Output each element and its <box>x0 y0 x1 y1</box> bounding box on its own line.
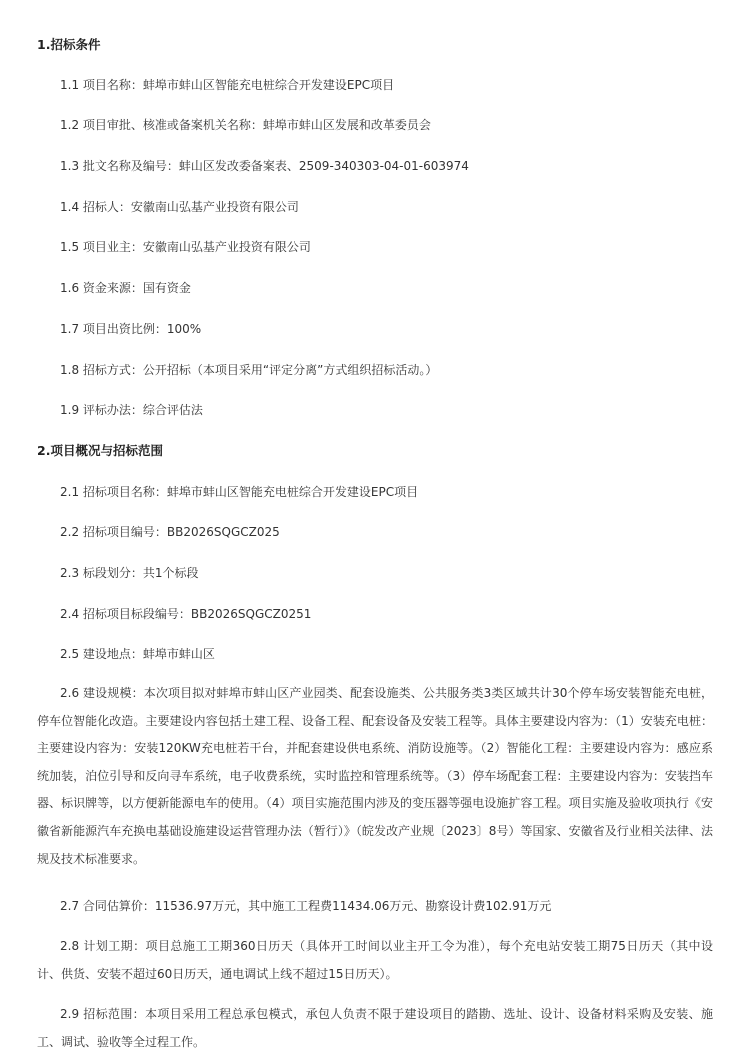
paragraph-2-7-contract-estimate: 2.7 合同估算价：11536.97万元，其中施工工程费11434.06万元、勘察设计费102.91万元 <box>60 899 552 913</box>
section-heading-project-overview: 2.项目概况与招标范围 <box>37 443 163 458</box>
item-2-5-construction-site: 2.5 建设地点：蚌埠市蚌山区 <box>60 647 215 661</box>
item-1-6-funding-source: 1.6 资金来源：国有资金 <box>60 281 191 295</box>
paragraph-2-9-tender-scope: 2.9 招标范围：本项目采用工程总承包模式，承包人负责不限于建设项目的踏勘、选址、设计、设备材料采购及安装、施工、调试、验收等全过程工作。 <box>37 1007 713 1049</box>
item-1-7-funding-ratio: 1.7 项目出资比例：100% <box>60 322 202 336</box>
item-2-1-tender-project-name: 2.1 招标项目名称：蚌埠市蚌山区智能充电桩综合开发建设EPC项目 <box>60 485 419 499</box>
item-1-4-tenderer: 1.4 招标人：安徽南山弘基产业投资有限公司 <box>60 200 299 214</box>
item-2-4-lot-number: 2.4 招标项目标段编号：BB2026SQGCZ0251 <box>60 607 312 621</box>
section-heading-tender-conditions: 1.招标条件 <box>37 37 101 52</box>
item-2-2-tender-project-number: 2.2 招标项目编号：BB2026SQGCZ025 <box>60 525 280 539</box>
item-2-3-lot-division: 2.3 标段划分：共1个标段 <box>60 566 199 580</box>
paragraph-2-8-planned-duration: 2.8 计划工期：项目总施工工期360日历天（具体开工时间以业主开工令为准），每个充电站安装工期75日历天（其中设计、供货、安装不超过60日历天，通电调试上线不超过15日历天）。 <box>37 939 713 981</box>
paragraph-2-6-construction-scale: 2.6 建设规模：本次项目拟对蚌埠市蚌山区产业园类、配套设施类、公共服务类3类区域共计30个停车场安装智能充电桩，停车位智能化改造。主要建设内容包括土建工程、设备工程、配套设备及安装工程等。具体主要建设内容为：（1）安装充电桩：主要建设内容为：安装120KW充电桩若干台，并配套建设供电系统、消防设施等。（2）智能化工程：主要建设内容为：感应系统加装，泊位引导和反向寻车系统，电子收费系统，实时监控和管理系统等。（3）停车场配套工程：主要建设内容为：安装挡车器、标识牌等，以方便新能源电车的使用。（4）项目实施范围内涉及的变压器等强电设施扩容工程。项目实施及验收项执行《安徽省新能源汽车充换电基础设施建设运营管理办法（暂行）》（皖发改产业规〔2023〕8号）等国家、安徽省及行业相关法律、法规及技术标准要求。 <box>37 686 713 866</box>
item-1-9-evaluation-method: 1.9 评标办法：综合评估法 <box>60 403 203 417</box>
item-1-3-approval-document: 1.3 批文名称及编号：蚌山区发改委备案表、2509-340303-04-01-603974 <box>60 159 469 173</box>
item-1-1-project-name: 1.1 项目名称：蚌埠市蚌山区智能充电桩综合开发建设EPC项目 <box>60 78 395 92</box>
item-1-5-project-owner: 1.5 项目业主：安徽南山弘基产业投资有限公司 <box>60 240 311 254</box>
item-1-8-tender-method: 1.8 招标方式：公开招标（本项目采用“评定分离”方式组织招标活动。） <box>60 363 438 377</box>
item-1-2-approval-authority: 1.2 项目审批、核准或备案机关名称：蚌埠市蚌山区发展和改革委员会 <box>60 118 431 132</box>
